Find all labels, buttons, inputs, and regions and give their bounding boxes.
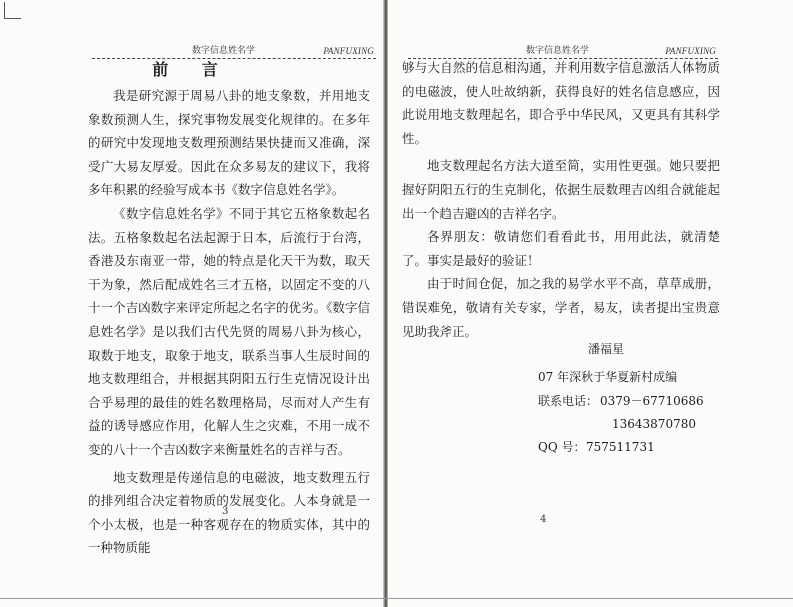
right-paragraph-2: 地支数理起名方法大道至简，实用性更强。她只要把握好阴阳五行的生克制化，依据生辰数理吉凶组合就能起出一个趋吉避凶的吉祥名字。	[402, 158, 720, 221]
book-spine	[383, 0, 388, 607]
left-paragraph-2: 《数字信息姓名学》不同于其它五格象数起名法。五格象数起名法起源于日本，后流行于台湾，香港及东南亚一带，她的特点是化天干为数，取天干为象，然后配成姓名三才五格，以固定不变的八十一个吉凶数字来评定所起之名字的优劣。《数字信息姓名学》是以我们古代先贤的周易八卦为核心，取数于地支，取象于地支，联系当事人生辰时间的地支数理组合，并根据其阴阳五行生克情况设计出合乎易理的最佳的姓名数理格局，尽而对人产生有益的诱导感应作用，化解人生之灾难，不用一成不变的八十一个吉凶数字来衡量姓名的吉祥与否。	[88, 205, 370, 457]
right-header-brand: PANFUXING	[665, 46, 716, 56]
right-body-text	[402, 56, 720, 343]
preface-heading: 前 言	[152, 60, 232, 79]
qq-number: 757511731	[586, 440, 655, 454]
right-page-number: 4	[540, 514, 547, 525]
phone-number-2: 13643870780	[612, 417, 696, 431]
left-header-brand: PANFUXING	[323, 46, 374, 56]
right-header-title: 数字信息姓名学	[526, 46, 590, 56]
left-page-number: 3	[222, 506, 229, 517]
left-paragraph-1: 我是研究源于周易八卦的地支象数，并用地支象数预测人生，探究事物发展变化规律的。在多年的研究中发现地支数理预测结果快捷而又准确，深受广大易友厚爱。因此在众多易友的建议下，我将多年积累的经验写成本书《数字信息姓名学》。	[88, 88, 370, 198]
author-name: 潘福星	[588, 342, 625, 356]
left-page	[0, 0, 384, 607]
date-line: 07 年深秋于华夏新村成编	[538, 370, 678, 384]
right-paragraph-3: 各界朋友：敬请您们看看此书，用用此法，就清楚了。事实是最好的验证！	[402, 229, 720, 268]
phone-label: 联系电话：	[538, 394, 599, 408]
right-paragraph-4: 由于时间仓促，加之我的易学水平不高，草草成册，错误难免，敬请有关专家，学者，易友，读者提出宝贵意见助我斧正。	[402, 276, 720, 339]
right-page	[390, 0, 793, 607]
left-body-text	[88, 84, 370, 560]
left-paragraph-3: 地支数理是传递信息的电磁波，地支数理五行的排列组合决定着物质的发展变化。人本身就是一个小太极，也是一种客观存在的物质实体，其中的一种物质能	[88, 469, 370, 556]
right-paragraph-1: 够与大自然的信息相沟通，并利用数字信息激活人体物质的电磁波，使人吐故纳新，获得良好的姓名信息感应，因此说用地支数理起名，即合乎中华民风，又更具有其科学性。	[402, 60, 720, 146]
left-running-header	[92, 44, 376, 59]
left-header-title: 数字信息姓名学	[192, 46, 256, 56]
phone-number-1: 0379－67710686	[600, 394, 704, 408]
scan-bottom-edge	[0, 598, 793, 599]
qq-label: QQ 号：	[538, 440, 586, 454]
